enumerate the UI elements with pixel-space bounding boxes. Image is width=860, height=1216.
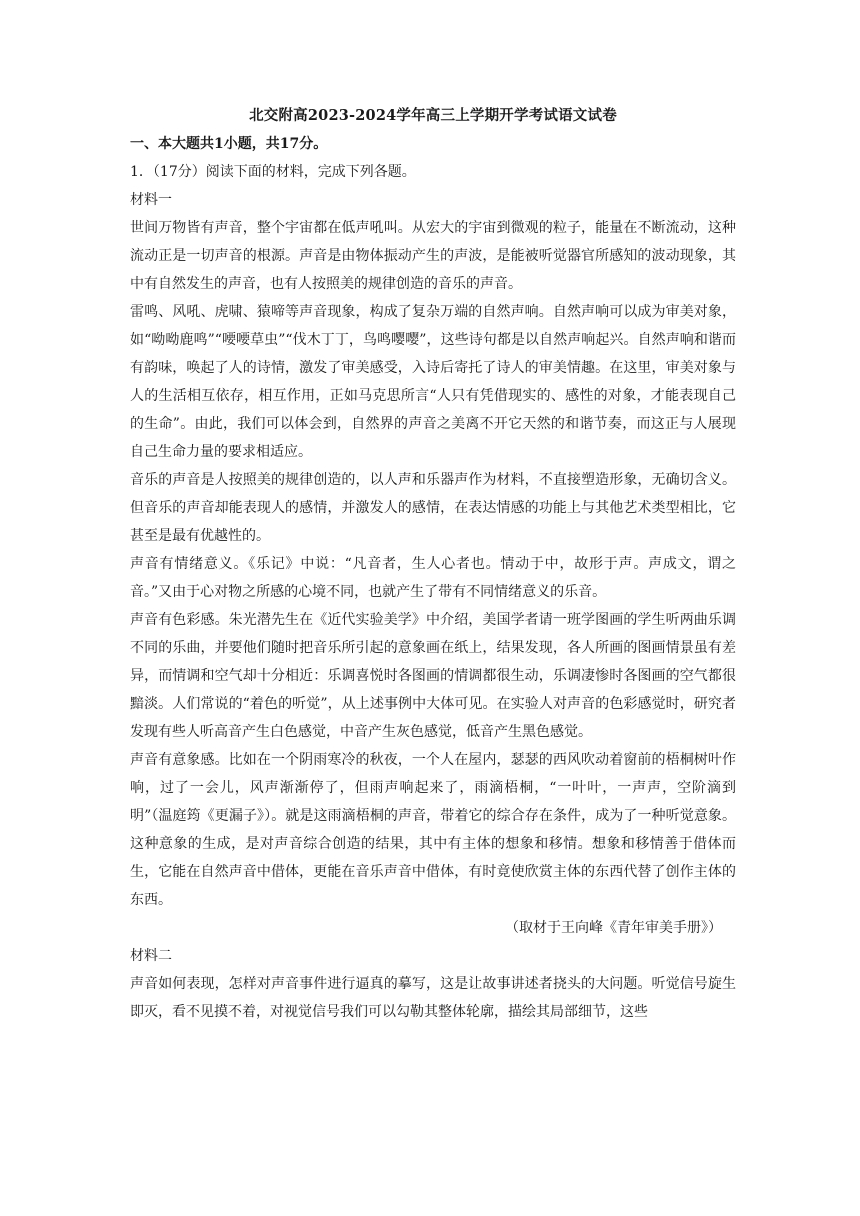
material-one-paragraph: 音乐的声音是人按照美的规律创造的，以人声和乐器声作为材料，不直接塑造形象，无确切含义。但音乐的声音却能表现人的感情，并激发人的感情，在表达情感的功能上与其他艺术类型相比，它甚至是最有优越性的。 (130, 472, 736, 544)
material-two-heading: 材料二 (130, 948, 172, 964)
material-one-paragraph: 声音有情绪意义。《乐记》中说：“凡音者，生人心者也。情动于中，故形于声。声成文，谓之音。”又由于心对物之所感的心境不同，也就产生了带有不同情绪意义的乐音。 (130, 556, 736, 600)
material-one-heading: 材料一 (130, 192, 172, 208)
material-one-paragraph: 雷鸣、风吼、虎啸、猿啼等声音现象，构成了复杂万端的自然声响。自然声响可以成为审美对象，如“呦呦鹿鸣”“喓喓草虫”“伐木丁丁，鸟鸣嘤嘤”，这些诗句都是以自然声响起兴。自然声响和谐而有韵味，唤起了人的诗情，激发了审美感受，入诗后寄托了诗人的审美情趣。在这里，审美对象与人的生活相互依存，相互作用，正如马克思所言“人只有凭借现实的、感性的对象，才能表现自己的生命”。由此，我们可以体会到，自然界的声音之美离不开它天然的和谐节奏，而这正与人展现自己生命力量的要求相适应。 (130, 304, 736, 460)
material-one-paragraph: 世间万物皆有声音，整个宇宙都在低声吼叫。从宏大的宇宙到微观的粒子，能量在不断流动，这种流动正是一切声音的根源。声音是由物体振动产生的声波，是能被听觉器官所感知的波动现象，其中有自然发生的声音，也有人按照美的规律创造的音乐的声音。 (130, 220, 736, 292)
material-two-paragraph: 声音如何表现，怎样对声音事件进行逼真的摹写，这是让故事讲述者挠头的大问题。听觉信号旋生即灭，看不见摸不着，对视觉信号我们可以勾勒其整体轮廓，描绘其局部细节，这些 (130, 976, 736, 1020)
material-one-paragraph: 声音有色彩感。朱光潜先生在《近代实验美学》中介绍，美国学者请一班学图画的学生听两曲乐调不同的乐曲，并要他们随时把音乐所引起的意象画在纸上，结果发现，各人所画的图画情景虽有差异，而情调和空气却十分相近：乐调喜悦时各图画的情调都很生动，乐调凄惨时各图画的空气都很黯淡。人们常说的“着色的听觉”，从上述事例中大体可见。在实验人对声音的色彩感觉时，研究者发现有些人听高音产生白色感觉，中音产生灰色感觉，低音产生黑色感觉。 (130, 612, 736, 740)
material-one-source: （取材于王向峰《青年审美手册》） (505, 920, 722, 936)
question-intro: 1．（17分）阅读下面的材料，完成下列各题。 (130, 164, 416, 180)
document-content (130, 102, 736, 1026)
material-one-paragraph: 声音有意象感。比如在一个阴雨寒冷的秋夜，一个人在屋内，瑟瑟的西风吹动着窗前的梧桐树叶作响，过了一会儿，风声渐渐停了，但雨声响起来了，雨滴梧桐，“一叶叶，一声声，空阶滴到明”（温庭筠《更漏子》）。就是这雨滴梧桐的声音，带着它的综合存在条件，成为了一种听觉意象。这种意象的生成，是对声音综合创造的结果，其中有主体的想象和移情。想象和移情善于借体而生，它能在自然声音中借体，更能在音乐声音中借体，有时竟使欣赏主体的东西代替了创作主体的东西。 (130, 752, 736, 908)
exam-title: 北交附高2023-2024学年高三上学期开学考试语文试卷 (249, 107, 617, 124)
section-heading: 一、本大题共1小题，共17分。 (130, 136, 328, 152)
